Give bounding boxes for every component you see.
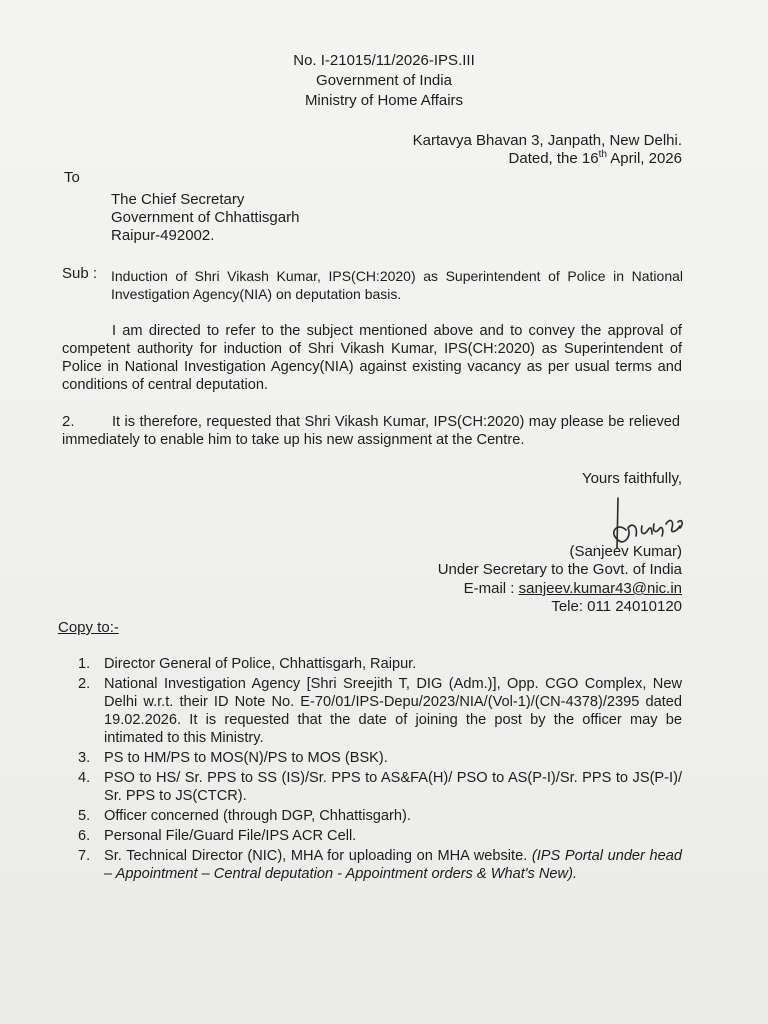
copy-item-7: 7. Sr. Technical Director (NIC), MHA for uploading on MHA website. (IPS Portal under head – Appointment – Central deputation - Appointment orders & What's New). — [78, 848, 682, 882]
ministry-name: Ministry of Home Affairs — [304, 92, 464, 109]
to-label: To — [64, 169, 80, 186]
addressee-line-1: The Chief Secretary — [111, 191, 245, 208]
copy-item-1: 1. Director General of Police, Chhattisgarh, Raipur. — [78, 656, 417, 672]
copy-item-6: 6. Personal File/Guard File/IPS ACR Cell. — [78, 828, 357, 844]
body-paragraph-1: I am directed to refer to the subject mentioned above and to convey the approval of competent authority for induction of Shri Vikash Kumar, IPS(CH:2020) as Superintendent of Police in National Investigation Agency(NIA) against existing vacancy as per usual terms and conditions of central deputation. — [62, 323, 682, 393]
subject-label: Sub : — [62, 265, 98, 282]
addressee-line-3: Raipur-492002. — [111, 227, 215, 244]
email-link[interactable]: sanjeev.kumar43@nic.in — [518, 580, 682, 597]
body-paragraph-2: It is therefore, requested that Shri Vikash Kumar, IPS(CH:2020) may please be relieved immediately to enable him to take up his new assignment at the Centre. — [62, 414, 680, 448]
signatory-designation: Under Secretary to the Govt. of India — [437, 561, 682, 578]
signatory-telephone: Tele: 011 24010120 — [551, 598, 682, 615]
closing: Yours faithfully, — [581, 470, 682, 487]
addressee-line-2: Government of Chhattisgarh — [111, 209, 300, 226]
copy-item-3: 3. PS to HM/PS to MOS(N)/PS to MOS (BSK). — [78, 750, 388, 766]
file-number: No. I-21015/11/2026-IPS.III — [293, 52, 475, 69]
govt-name: Government of India — [316, 72, 452, 89]
copy-item-5: 5. Officer concerned (through DGP, Chhattisgarh). — [78, 808, 411, 824]
office-address: Kartavya Bhavan 3, Janpath, New Delhi. — [412, 132, 682, 149]
copy-item-2: 2. National Investigation Agency [Shri Sreejith T, DIG (Adm.)], Opp. CGO Complex, New Delhi w.r.t. their ID Note No. E-70/01/IPS-Depu/2023/NIA/(Vol-1)/(CN-4378)/2395 dated 19.02.2026. It is requested that the date of joining the post by the officer may be intimated to this Ministry. — [78, 676, 682, 746]
copy-item-4: 4. PSO to HS/ Sr. PPS to SS (IS)/Sr. PPS to AS&FA(H)/ PSO to AS(P-I)/Sr. PPS to JS(P-I)/ Sr. PPS to JS(CTCR). — [78, 770, 682, 804]
letter-date: Dated, the 16th April, 2026 — [508, 149, 682, 167]
copy-to-heading: Copy to:- — [58, 619, 119, 636]
signatory-name: (Sanjeev Kumar) — [569, 543, 682, 560]
signatory-email: E-mail : sanjeev.kumar43@nic.in — [463, 580, 682, 597]
para-2-number: 2. — [62, 413, 75, 430]
copy-to-list — [78, 655, 682, 883]
subject-text: Induction of Shri Vikash Kumar, IPS(CH:2020) as Superintendent of Police in National Investigation Agency(NIA) on deputation basis. — [111, 268, 683, 302]
